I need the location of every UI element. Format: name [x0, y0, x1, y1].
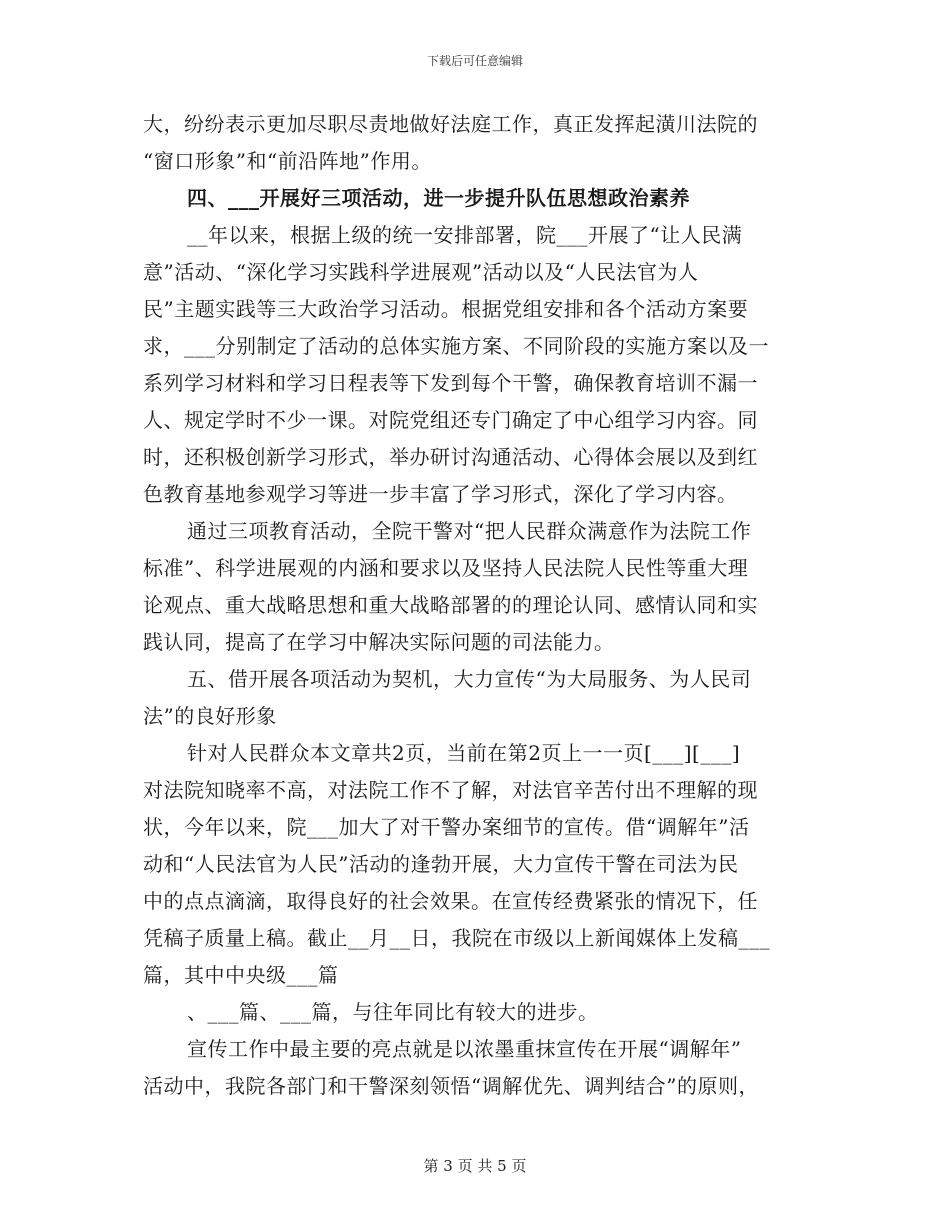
paragraph-line: 论观点、重大战略思想和重大战略部署的的理论认同、感情认同和实 [143, 593, 758, 617]
section-heading-4: 四、___开展好三项活动，进一步提升队伍思想政治素养 [187, 186, 690, 210]
paragraph-line: __年以来，根据上级的统一安排部署，院___开展了“让人民满 [187, 223, 743, 247]
paragraph-line: 通过三项教育活动，全院干警对“把人民群众满意作为法院工作 [187, 519, 752, 543]
paragraph-line: 意”活动、“深化学习实践科学进展观”活动以及“人民法官为人 [143, 260, 699, 284]
paragraph-line: 活动中，我院各部门和干警深刻领悟“调解优先、调判结合”的原则， [143, 1074, 759, 1098]
paragraph-line: 时，还积极创新学习形式，举办研讨沟通活动、心得体会展以及到红 [143, 445, 758, 469]
paragraph-line: 践认同，提高了在学习中解决实际问题的司法能力。 [143, 630, 615, 654]
paragraph-line: “窗口形象”和“前沿阵地”作用。 [143, 149, 432, 173]
paragraph-line: 求，___分别制定了活动的总体实施方案、不同阶段的实施方案以及一 [143, 334, 769, 358]
paragraph-line: 标准”、科学进展观的内涵和要求以及坚持人民法院人民性等重大理 [143, 556, 749, 580]
page-footer: 第 3 页 共 5 页 [423, 1157, 527, 1175]
paragraph-line: 人、规定学时不少一课。对院党组还专门确定了中心组学习内容。同 [143, 408, 758, 432]
paragraph-line: 宣传工作中最主要的亮点就是以浓墨重抹宣传在开展“调解年” [187, 1037, 742, 1061]
paragraph-line: 大，纷纷表示更加尽职尽责地做好法庭工作，真正发挥起潢川法院的 [143, 112, 758, 136]
document-body [143, 106, 808, 1105]
paragraph-line: 中的点点滴滴，取得良好的社会效果。在宣传经费紧张的情况下，任 [143, 889, 758, 913]
paragraph-line: 民”主题实践等三大政治学习活动。根据党组安排和各个活动方案要 [143, 297, 749, 321]
paragraph-line: 状，今年以来，院___加大了对干警办案细节的宣传。借“调解年”活 [143, 815, 750, 839]
paragraph-line: 、___篇、___篇，与往年同比有较大的进步。 [187, 1000, 599, 1024]
paragraph-line: 对法院知晓率不高，对法院工作不了解，对法官辛苦付出不理解的现 [143, 778, 758, 802]
paragraph-line: 篇，其中中央级___篇 [143, 963, 339, 987]
paragraph-line: 凭稿子质量上稿。截止__月__日，我院在市级以上新闻媒体上发稿___ [143, 926, 770, 950]
paragraph-line: 系列学习材料和学习日程表等下发到每个干警，确保教育培训不漏一 [143, 371, 758, 395]
section-heading-5: 五、借开展各项活动为契机，大力宣传“为大局服务、为人民司 [187, 667, 752, 691]
paragraph-line: 动和“人民法官为人民”活动的逢勃开展，大力宣传干警在司法为民 [143, 852, 739, 876]
section-heading-5-cont: 法”的良好形象 [143, 704, 277, 728]
paragraph-line: 针对人民群众本文章共2页，当前在第2页上一一页[___][___] [187, 741, 741, 765]
page-header: 下载后可任意编辑 [426, 54, 523, 68]
paragraph-line: 色教育基地参观学习等进一步丰富了学习形式，深化了学习内容。 [143, 482, 738, 506]
